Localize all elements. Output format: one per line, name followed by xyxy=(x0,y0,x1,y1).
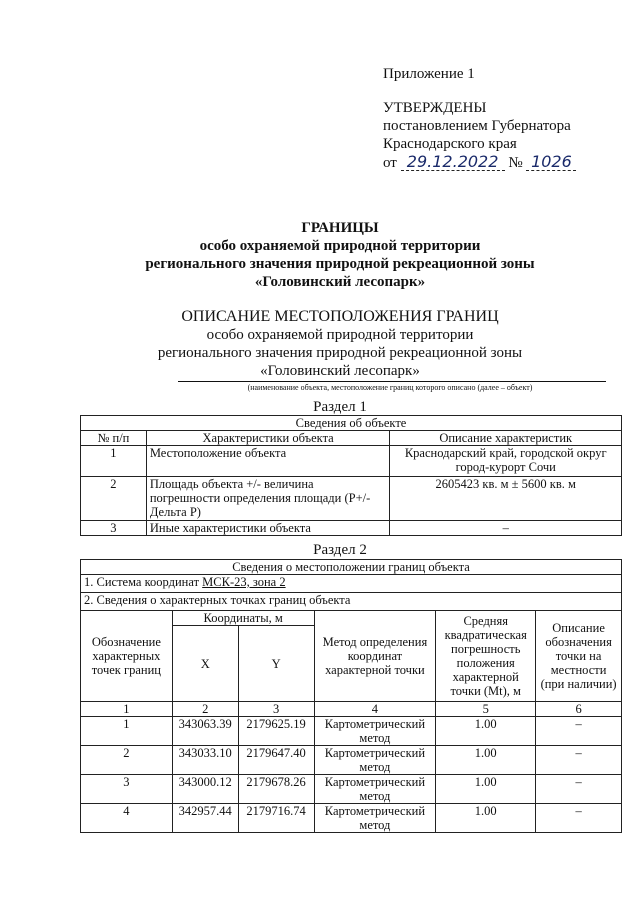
table-row xyxy=(81,717,622,746)
col-method-header: Метод определения координат характерной точки xyxy=(314,611,436,702)
table-row xyxy=(81,521,622,536)
description-caption: (наименование объекта, местоположение границ которого описано (далее – объект) xyxy=(247,383,533,392)
approval-date: 29.12.2022 xyxy=(401,153,505,171)
point-number: 1 xyxy=(81,717,173,746)
approval-line1: постановлением Губернатора xyxy=(383,118,571,134)
col-number-3: 3 xyxy=(238,702,314,717)
col-accuracy-header: Средняя квадратическая погрешность положения характерной точки (Mt), м xyxy=(436,611,536,702)
description-title: ОПИСАНИЕ МЕСТОПОЛОЖЕНИЯ ГРАНИЦ xyxy=(181,308,499,325)
col-y-header: Y xyxy=(238,626,314,702)
col-number-6: 6 xyxy=(536,702,622,717)
point-description: – xyxy=(536,717,622,746)
row-value: 2605423 кв. м ± 5600 кв. м xyxy=(390,477,622,521)
col-coords-header: Координаты, м xyxy=(172,611,314,626)
table-row xyxy=(81,775,622,804)
point-y: 2179647.40 xyxy=(238,746,314,775)
section1-title: Раздел 1 xyxy=(313,399,367,415)
col-point-header: Обозначение характерных точек границ xyxy=(81,611,173,702)
coordinate-system-prefix: 1. Система координат xyxy=(84,575,203,589)
point-y: 2179716.74 xyxy=(238,804,314,833)
annex-label: Приложение 1 xyxy=(383,66,475,82)
point-method: Картометрический метод xyxy=(314,804,436,833)
doc-title-line3: регионального значения природной рекреационной зоны xyxy=(145,256,535,272)
point-number: 4 xyxy=(81,804,173,833)
point-number: 2 xyxy=(81,746,173,775)
col-desc-header: Описание обозначения точки на местности (при наличии) xyxy=(536,611,622,702)
section2-header: Сведения о местоположении границ объекта xyxy=(81,560,622,575)
point-accuracy: 1.00 xyxy=(436,804,536,833)
col-description-header: Описание характеристик xyxy=(390,431,622,446)
section1-table xyxy=(80,415,622,536)
section2-title: Раздел 2 xyxy=(313,542,367,558)
row-characteristic: Площадь объекта +/- величина погрешности определения площади (P+/- Дельта P) xyxy=(146,477,390,521)
point-number: 3 xyxy=(81,775,173,804)
col-number-2: 2 xyxy=(172,702,238,717)
point-y: 2179625.19 xyxy=(238,717,314,746)
description-line2: особо охраняемой природной территории xyxy=(206,327,474,343)
point-accuracy: 1.00 xyxy=(436,746,536,775)
description-underline xyxy=(178,381,606,382)
table-row xyxy=(81,477,622,521)
row-value: – xyxy=(390,521,622,536)
point-accuracy: 1.00 xyxy=(436,775,536,804)
points-title: 2. Сведения о характерных точках границ объекта xyxy=(81,593,622,611)
row-characteristic: Местоположение объекта xyxy=(146,446,390,477)
section2-table xyxy=(80,559,622,833)
point-description: – xyxy=(536,746,622,775)
approval-line2: Краснодарского края xyxy=(383,136,517,152)
table-row xyxy=(81,746,622,775)
point-method: Картометрический метод xyxy=(314,775,436,804)
col-x-header: X xyxy=(172,626,238,702)
doc-title: ГРАНИЦЫ xyxy=(301,220,379,236)
point-y: 2179678.26 xyxy=(238,775,314,804)
approval-number: 1026 xyxy=(526,153,576,171)
approval-date-line xyxy=(383,153,576,172)
point-method: Картометрический метод xyxy=(314,746,436,775)
col-number-5: 5 xyxy=(436,702,536,717)
row-number: 3 xyxy=(81,521,147,536)
point-x: 343033.10 xyxy=(172,746,238,775)
number-label: № xyxy=(508,155,523,171)
section1-header: Сведения об объекте xyxy=(81,416,622,431)
doc-title-line2: особо охраняемой природной территории xyxy=(199,238,481,254)
table-row xyxy=(81,804,622,833)
coordinate-system xyxy=(81,575,622,593)
description-line3: регионального значения природной рекреационной зоны xyxy=(157,345,523,361)
col-number-4: 4 xyxy=(314,702,436,717)
point-description: – xyxy=(536,775,622,804)
coordinate-system-value: МСК-23, зона 2 xyxy=(202,575,286,589)
point-x: 343000.12 xyxy=(172,775,238,804)
col-number-header: № п/п xyxy=(81,431,147,446)
doc-title-line4: «Головинский лесопарк» xyxy=(254,274,426,290)
col-number-1: 1 xyxy=(81,702,173,717)
from-label: от xyxy=(383,155,397,171)
point-x: 343063.39 xyxy=(172,717,238,746)
row-characteristic: Иные характеристики объекта xyxy=(146,521,390,536)
row-number: 2 xyxy=(81,477,147,521)
point-description: – xyxy=(536,804,622,833)
col-characteristic-header: Характеристики объекта xyxy=(146,431,390,446)
point-accuracy: 1.00 xyxy=(436,717,536,746)
table-row xyxy=(81,446,622,477)
description-line4: «Головинский лесопарк» xyxy=(260,363,420,379)
point-method: Картометрический метод xyxy=(314,717,436,746)
approved-label: УТВЕРЖДЕНЫ xyxy=(383,100,487,116)
point-x: 342957.44 xyxy=(172,804,238,833)
row-number: 1 xyxy=(81,446,147,477)
row-value: Краснодарский край, городской округ город-курорт Сочи xyxy=(390,446,622,477)
